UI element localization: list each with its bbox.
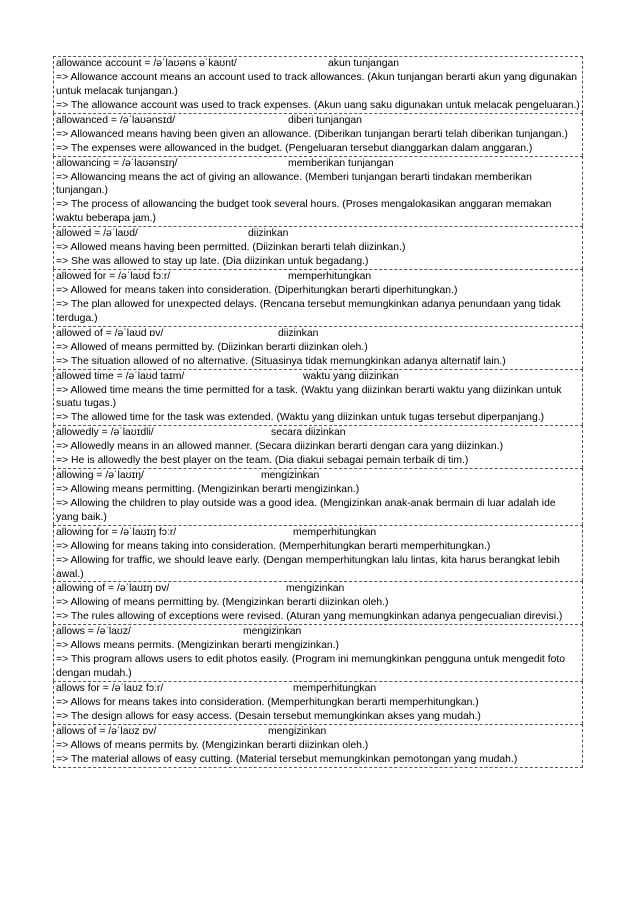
term-translation: mengizinkan bbox=[243, 626, 302, 638]
term-translation: diizinkan bbox=[278, 327, 319, 339]
example-line: => This program allows users to edit photos easily. (Program ini memungkinkan pengguna untuk mengedit foto dengan mudah.) bbox=[56, 654, 566, 680]
vocab-entry bbox=[53, 724, 583, 768]
term-pronunciation: allowanced = /əˈlaʊənsɪd/ bbox=[56, 114, 176, 126]
term-translation: secara diizinkan bbox=[271, 427, 346, 439]
vocab-entry bbox=[53, 425, 583, 468]
definition-line: => Allowanced means having been given an allowance. (Diberikan tunjangan berarti telah diberikan tunjangan.) bbox=[56, 128, 568, 140]
entry-heading bbox=[56, 327, 580, 341]
term-pronunciation: allowed for = /əˈlaʊd fɔːr/ bbox=[56, 270, 171, 282]
vocab-entry bbox=[53, 113, 583, 156]
entry-heading bbox=[56, 227, 580, 241]
example-line: => The expenses were allowanced in the budget. (Pengeluaran tersebut dianggarkan dalam anggaran.) bbox=[56, 142, 533, 154]
example-line: => The material allows of easy cutting. (Material tersebut memungkinkan pemotongan yang mudah.) bbox=[56, 753, 518, 765]
definition-line: => Allowedly means in an allowed manner. (Secara diizinkan berarti dengan cara yang diizinkan.) bbox=[56, 441, 504, 453]
entry-heading bbox=[56, 526, 580, 540]
example-line: => She was allowed to stay up late. (Dia diizinkan untuk begadang.) bbox=[56, 256, 369, 268]
vocab-entry bbox=[53, 681, 583, 724]
term-pronunciation: allows = /əˈlaʊz/ bbox=[56, 626, 131, 638]
example-line: => The situation allowed of no alternative. (Situasinya tidak memungkinkan adanya alternatif lain.) bbox=[56, 355, 506, 367]
vocab-entry bbox=[53, 269, 583, 326]
term-translation: diberi tunjangan bbox=[288, 114, 362, 126]
term-pronunciation: allowance account = /əˈlaʊəns əˈkaʊnt/ bbox=[56, 58, 237, 69]
vocabulary-sheet bbox=[53, 56, 583, 768]
term-translation: mengizinkan bbox=[268, 725, 327, 737]
vocab-entry bbox=[53, 525, 583, 582]
term-translation: diizinkan bbox=[248, 228, 289, 240]
example-line: => He is allowedly the best player on the team. (Dia diakui sebagai pemain terbaik di tim.) bbox=[56, 455, 469, 467]
definition-line: => Allowing means permitting. (Mengizinkan berarti mengizinkan.) bbox=[56, 484, 360, 496]
definition-line: => Allowing for means taking into consideration. (Memperhitungkan berarti memperhitungkan.) bbox=[56, 540, 491, 552]
vocab-entry bbox=[53, 468, 583, 525]
vocab-entry bbox=[53, 624, 583, 681]
definition-line: => Allowing of means permitting by. (Mengizinkan berarti diizinkan oleh.) bbox=[56, 597, 389, 609]
term-translation: waktu yang diizinkan bbox=[303, 370, 399, 382]
term-pronunciation: allowed of = /əˈlaʊd ɒv/ bbox=[56, 327, 164, 339]
term-pronunciation: allowancing = /əˈlaʊənsɪŋ/ bbox=[56, 157, 178, 169]
entry-heading bbox=[56, 582, 580, 596]
definition-line: => Allows for means takes into consideration. (Memperhitungkan berarti memperhitungkan.) bbox=[56, 697, 479, 708]
term-translation: memperhitungkan bbox=[293, 683, 377, 694]
term-pronunciation: allowing for = /əˈlaʊɪŋ fɔːr/ bbox=[56, 526, 177, 538]
term-translation: memperhitungkan bbox=[288, 270, 372, 282]
entry-heading bbox=[56, 426, 580, 440]
entry-heading bbox=[56, 57, 580, 71]
term-translation: memberikan tunjangan bbox=[288, 157, 394, 169]
entry-heading bbox=[56, 157, 580, 171]
vocab-entry bbox=[53, 156, 583, 227]
definition-line: => Allowed time means the time permitted for a task. (Waktu yang diizinkan berarti waktu yang diizinkan untuk suatu tugas.) bbox=[56, 384, 562, 410]
term-translation: akun tunjangan bbox=[328, 58, 400, 69]
example-line: => Allowing the children to play outside was a good idea. (Mengizinkan anak-anak bermain di luar adalah ide yang baik.) bbox=[56, 497, 556, 523]
term-translation: memperhitungkan bbox=[293, 526, 377, 538]
definition-line: => Allowance account means an account used to track allowances. (Akun tunjangan berarti akun yang digunakan untuk melacak tunjangan.) bbox=[56, 72, 578, 97]
entry-heading bbox=[56, 625, 580, 639]
vocab-entry bbox=[53, 56, 583, 113]
entry-heading bbox=[56, 469, 580, 483]
vocab-entry bbox=[53, 369, 583, 426]
entry-heading bbox=[56, 682, 580, 696]
vocab-entry bbox=[53, 326, 583, 369]
definition-line: => Allowed means having been permitted. (Diizinkan berarti telah diizinkan.) bbox=[56, 242, 406, 254]
example-line: => The allowed time for the task was extended. (Waktu yang diizinkan untuk tugas tersebut diperpanjang.) bbox=[56, 412, 545, 424]
definition-line: => Allows means permits. (Mengizinkan berarti mengizinkan.) bbox=[56, 640, 339, 652]
term-translation: mengizinkan bbox=[261, 470, 320, 482]
example-line: => The rules allowing of exceptions were revised. (Aturan yang memungkinkan adanya pengecualian direvisi.) bbox=[56, 611, 563, 623]
example-line: => The process of allowancing the budget took several hours. (Proses mengalokasikan anggaran memakan waktu beberapa jam.) bbox=[56, 199, 552, 225]
term-translation: mengizinkan bbox=[286, 583, 345, 595]
term-pronunciation: allowed = /əˈlaʊd/ bbox=[56, 228, 138, 240]
term-pronunciation: allows for = /əˈlaʊz fɔːr/ bbox=[56, 683, 164, 694]
example-line: => The allowance account was used to track expenses. (Akun uang saku digunakan untuk melacak pengeluaran.) bbox=[56, 99, 580, 111]
term-pronunciation: allowedly = /əˈlaʊɪdli/ bbox=[56, 427, 154, 439]
entry-heading bbox=[56, 370, 580, 384]
term-pronunciation: allowing = /əˈlaʊɪŋ/ bbox=[56, 470, 144, 482]
vocab-entry bbox=[53, 226, 583, 269]
example-line: => Allowing for traffic, we should leave early. (Dengan memperhitungkan lalu lintas, kita harus berangkat lebih awal.) bbox=[56, 554, 560, 580]
vocab-entry bbox=[53, 581, 583, 624]
term-pronunciation: allowing of = /əˈlaʊɪŋ ɒv/ bbox=[56, 583, 170, 595]
definition-line: => Allows of means permits by. (Mengizinkan berarti diizinkan oleh.) bbox=[56, 739, 369, 751]
term-pronunciation: allows of = /əˈlaʊz ɒv/ bbox=[56, 725, 157, 737]
definition-line: => Allowed of means permitted by. (Diizinkan berarti diizinkan oleh.) bbox=[56, 341, 368, 353]
term-pronunciation: allowed time = /əˈlaʊd taɪm/ bbox=[56, 370, 185, 382]
definition-line: => Allowancing means the act of giving an allowance. (Memberi tunjangan berarti tindakan memberikan tunjangan.) bbox=[56, 171, 532, 197]
entry-heading bbox=[56, 270, 580, 284]
example-line: => The plan allowed for unexpected delays. (Rencana tersebut memungkinkan adanya penundaan yang tidak terduga.) bbox=[56, 298, 561, 324]
example-line: => The design allows for easy access. (Desain tersebut memungkinkan akses yang mudah.) bbox=[56, 710, 481, 722]
entry-heading bbox=[56, 725, 580, 739]
definition-line: => Allowed for means taken into consideration. (Diperhitungkan berarti diperhitungkan.) bbox=[56, 284, 458, 296]
entry-heading bbox=[56, 114, 580, 128]
